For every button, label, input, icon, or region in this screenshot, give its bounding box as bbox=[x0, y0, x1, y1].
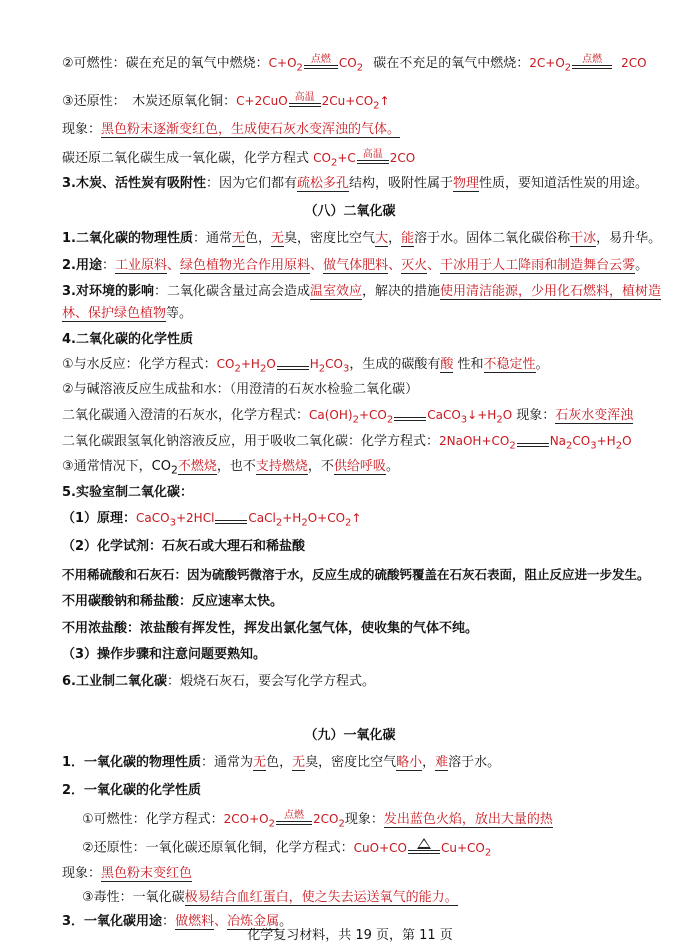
line-co-combustion: ①可燃性：化学方程式：$2CO+O_2$ 点燃 $2CO_2$现象：发出蓝色火焰，放出大量的热 bbox=[82, 810, 553, 830]
formula: $2NaOH+CO_2$ $Na_2CO_3+H_2O$ bbox=[439, 434, 632, 452]
line-co-phenomenon: 现象：黑色粉末变红色 bbox=[62, 866, 193, 881]
line-lab-principle: （1）原理：CaCO$_3$+2HCl $CaCl_2+H_2O+CO_2↑$ bbox=[62, 511, 362, 529]
line-combustion: ②可燃性：碳在充足的氧气中燃烧：$C+O_2$ 点燃 $CO_2$ 碳在不充足的氧气中燃烧：$2C+O_2$ 点燃 2CO bbox=[62, 54, 647, 74]
line-phenomenon: 现象：黑色粉末逐渐变红色，生成使石灰水变浑浊的气体。 bbox=[62, 122, 401, 137]
subheading-co-chemical: 2．一氧化碳的化学性质 bbox=[62, 783, 202, 798]
line-co-toxicity: ③毒性：一氧化碳极易结合血红蛋白，使之失去运送氧气的能力。 bbox=[82, 890, 458, 905]
line-co2-uses: 2.用途：工业原料、绿色植物光合作用原料、做气体肥料、灭火、干冰用于人工降雨和制造舞台云雾。 bbox=[62, 258, 649, 273]
line-co2-base: ②与碱溶液反应生成盐和水：（用澄清的石灰水检验二氧化碳） bbox=[62, 382, 419, 397]
page-footer: 化学复习材料，共 19 页，第 11 页 bbox=[247, 928, 453, 943]
line-co2-reduction: 碳还原二氧化碳生成一氧化碳，化学方程式 $CO_2+C$ 高温 2CO bbox=[62, 149, 416, 169]
subheading-lab-co2: 5.实验室制二氧化碳： bbox=[62, 485, 193, 500]
line-no-conc-hcl: 不用浓盐酸：浓盐酸有挥发性，挥发出氯化氢气体，使收集的气体不纯。 bbox=[62, 621, 479, 636]
formula: CaCO$_3$+2HCl $CaCl_2+H_2O+CO_2↑$ bbox=[136, 511, 362, 529]
subheading-co2-chemical: 4.二氧化碳的化学性质 bbox=[62, 332, 193, 347]
line-co-physical: 1．一氧化碳的物理性质：通常为无色，无臭，密度比空气略小，难溶于水。 bbox=[62, 755, 501, 770]
formula: $CO_2+H_2O$ $H_2CO_3$ bbox=[216, 357, 350, 375]
line-co-reducing: ②还原性：一氧化碳还原氧化铜，化学方程式：CuO+CO $Cu+CO_2$ bbox=[82, 838, 491, 862]
line-co2-water: ①与水反应：化学方程式：$CO_2+H_2O$ $H_2CO_3$，生成的碳酸有酸 性和不稳定性。 bbox=[62, 357, 549, 375]
section-heading-co: （九）一氧化碳 bbox=[304, 728, 396, 743]
line-reducing: ③还原性： 木炭还原氧化铜：C+2CuO 高温 $2Cu+CO_2↑$ bbox=[62, 92, 390, 112]
line-co2-nonflammable: ③通常情况下，$CO_2$不燃烧，也不支持燃烧，不供给呼吸。 bbox=[62, 459, 399, 477]
section-heading-co2: （八）二氧化碳 bbox=[304, 204, 396, 219]
formula: CuO+CO $Cu+CO_2$ bbox=[354, 841, 492, 855]
line-lab-reagents: （2）化学试剂：石灰石或大理石和稀盐酸 bbox=[62, 539, 306, 554]
line-co2-naoh: 二氧化碳跟氢氧化钠溶液反应，用于吸收二氧化碳：化学方程式：$2NaOH+CO_2$ $Na_2CO_3+H_2O$ bbox=[62, 434, 632, 452]
line-no-na2co3: 不用碳酸钠和稀盐酸：反应速率太快。 bbox=[62, 594, 284, 609]
line-no-h2so4: 不用稀硫酸和石灰石：因为硫酸钙微溶于水，反应生成的硫酸钙覆盖在石灰石表面，阻止反应进一步发生。 bbox=[62, 567, 650, 582]
line-co2-environment: 3.对环境的影响：二氧化碳含量过高会造成温室效应，解决的措施使用清洁能源，少用化石燃料，植树造 bbox=[62, 284, 662, 299]
line-co-uses: 3．一氧化碳用途：做燃料、冶炼金属。 bbox=[62, 914, 293, 929]
formula: $2CO+O_2$ 点燃 $2CO_2$ bbox=[223, 810, 345, 830]
formula: $CO_2+C$ 高温 2CO bbox=[313, 149, 416, 169]
line-adsorption: 3.木炭、活性炭有吸附性：因为它们都有疏松多孔结构，吸附性属于物理性质，要知道活性炭的用途。 bbox=[62, 176, 649, 191]
line-operation: （3）操作步骤和注意问题要熟知。 bbox=[62, 647, 267, 662]
line-co2-physical: 1.二氧化碳的物理性质：通常无色，无臭，密度比空气大，能溶于水。固体二氧化碳俗称干冰，易升华。 bbox=[62, 231, 662, 246]
formula: $2C+O_2$ 点燃 2CO bbox=[529, 54, 647, 74]
formula: C+2CuO 高温 $2Cu+CO_2↑$ bbox=[236, 92, 390, 112]
heat-triangle-icon bbox=[417, 838, 431, 849]
line-industrial-co2: 6.工业制二氧化碳：煅烧石灰石，要会写化学方程式。 bbox=[62, 674, 375, 689]
line-co2-environment-cont: 林、保护绿色植物等。 bbox=[62, 306, 193, 321]
formula: $C+O_2$ 点燃 $CO_2$ bbox=[268, 54, 364, 74]
line-co2-limewater: 二氧化碳通入澄清的石灰水，化学方程式：$Ca(OH)_2+CO_2$ $CaCO_3↓+H_2O$ 现象：石灰水变浑浊 bbox=[62, 408, 634, 426]
formula: $Ca(OH)_2+CO_2$ $CaCO_3↓+H_2O$ bbox=[309, 408, 513, 426]
